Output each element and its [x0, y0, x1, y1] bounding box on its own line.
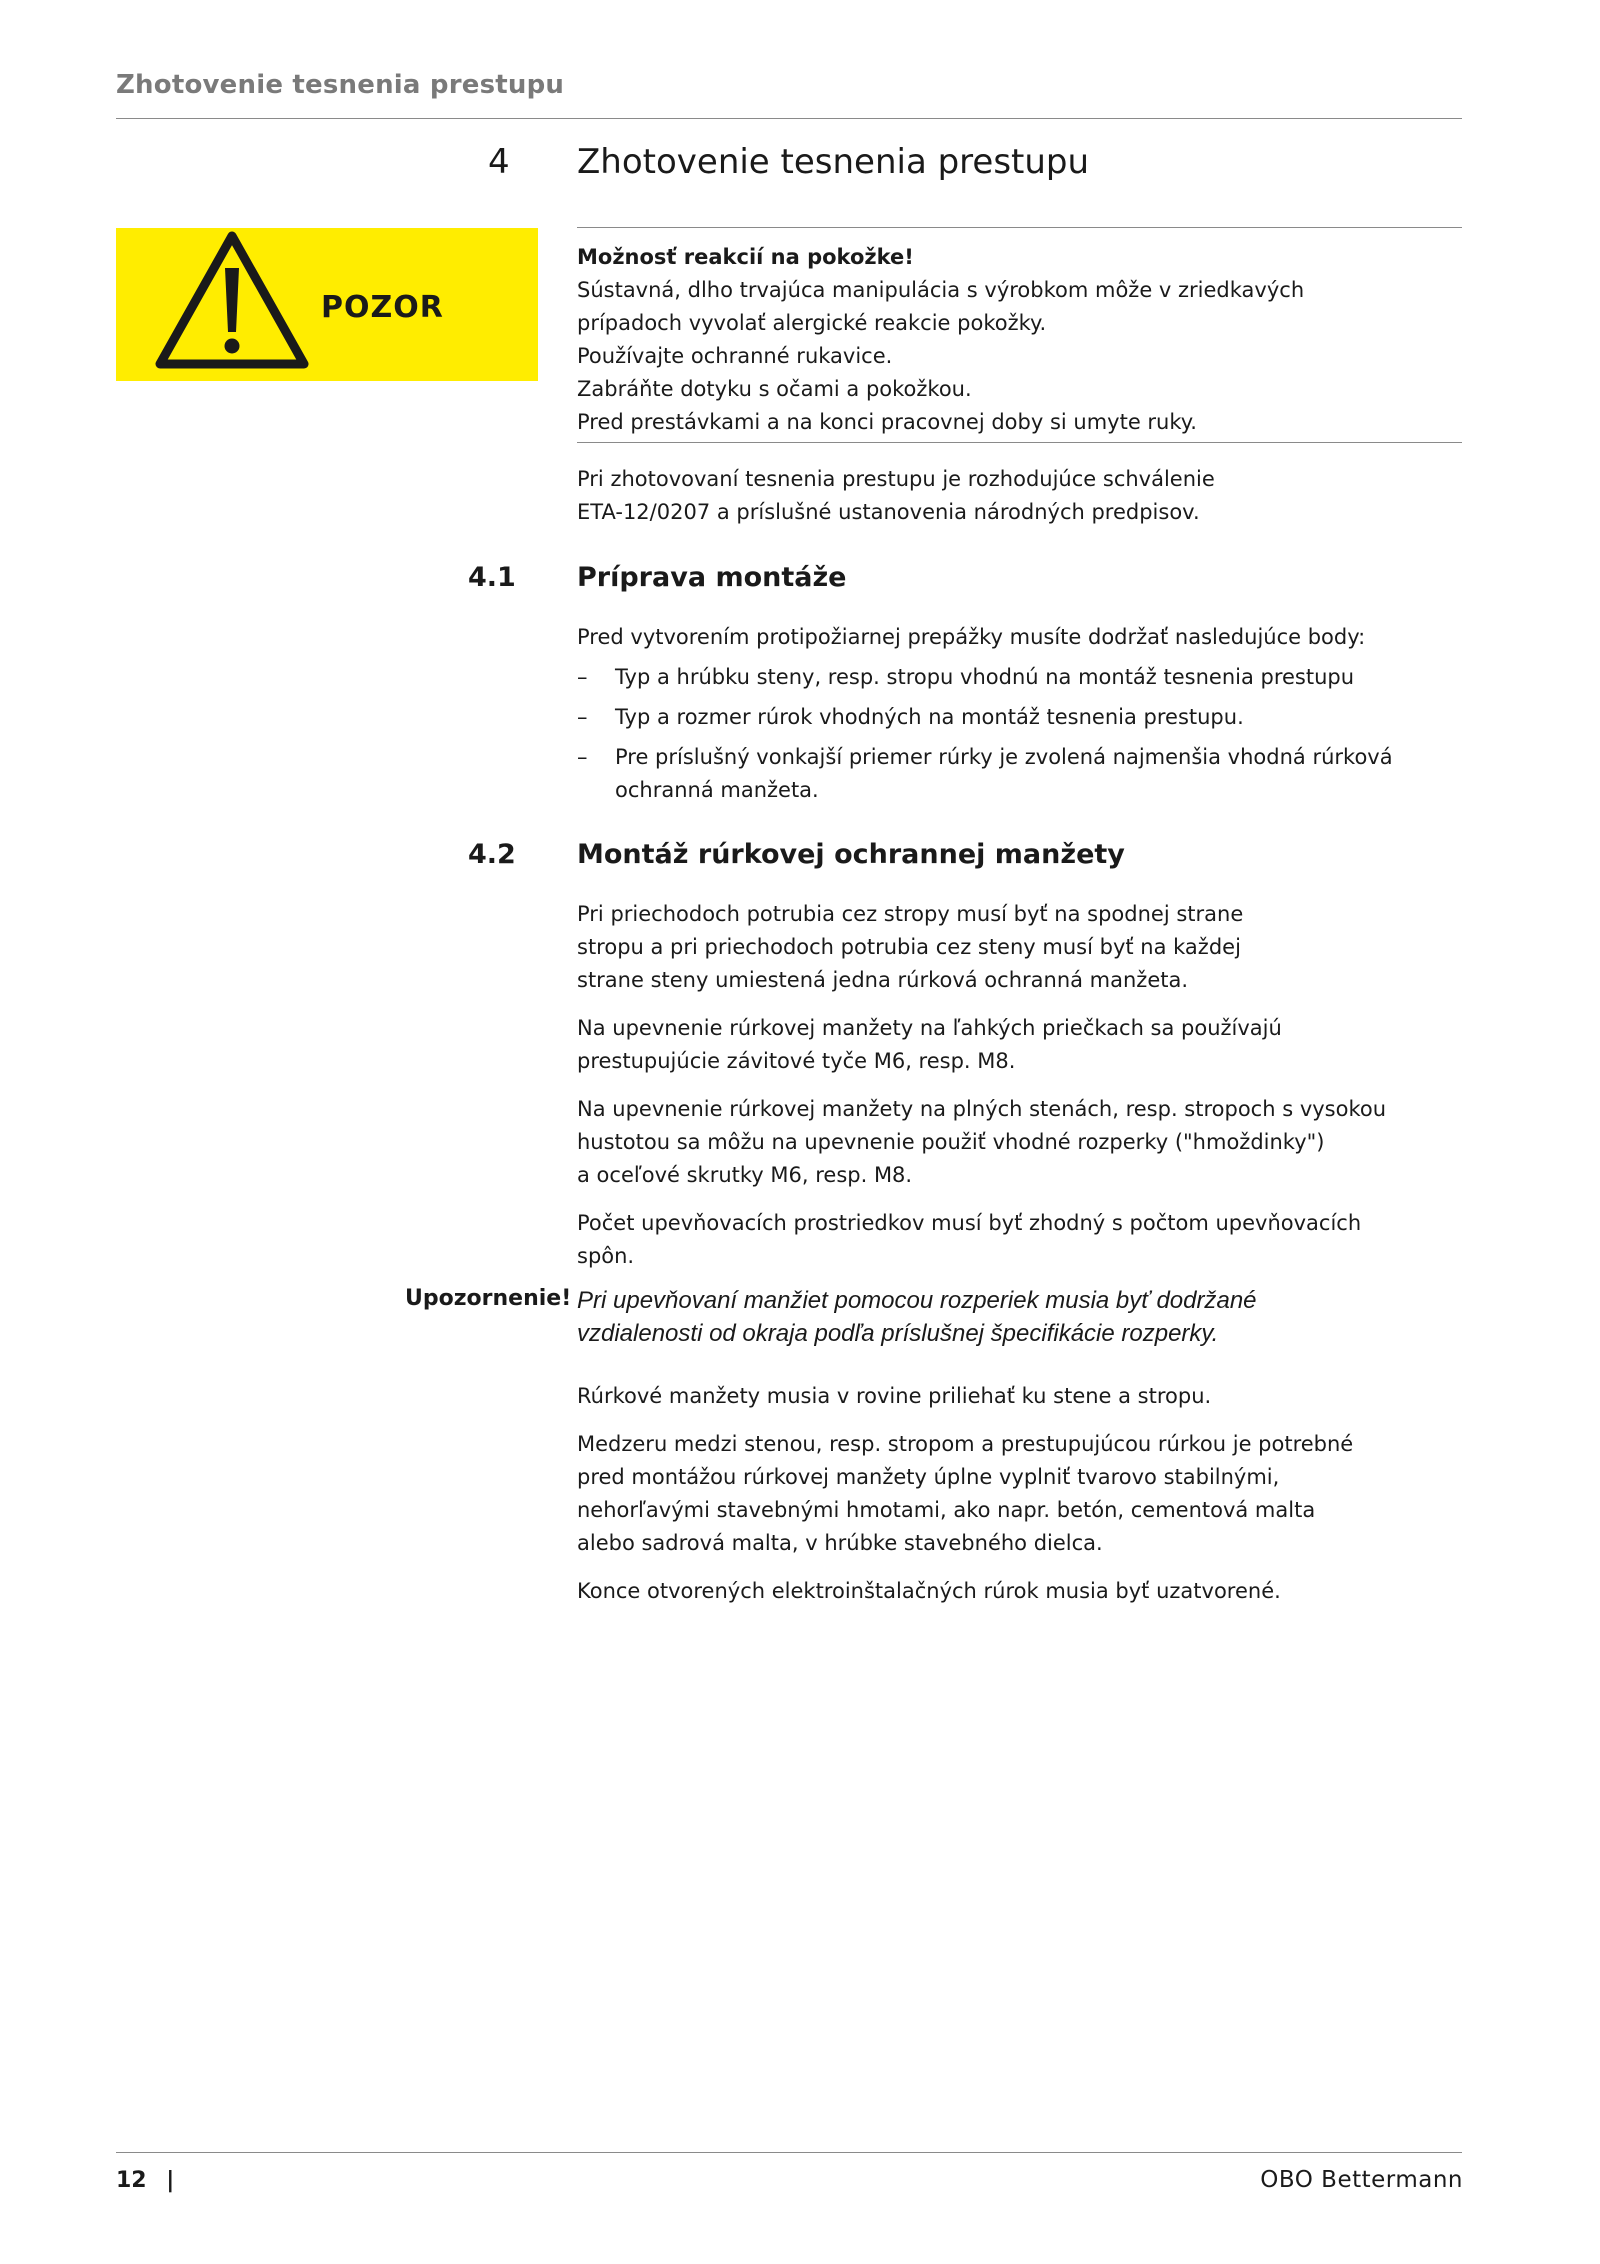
note-line: Pri upevňovaní manžiet pomocou rozperiek musia byť dodržané	[577, 1287, 1257, 1314]
paragraph-line: prestupujúcie závitové tyče M6, resp. M8.	[577, 1049, 1016, 1073]
paragraph-line: Rúrkové manžety musia v rovine priliehať ku stene a stropu.	[577, 1384, 1212, 1408]
dash-icon: –	[577, 745, 588, 769]
running-header: Zhotovenie tesnenia prestupu	[116, 70, 565, 100]
paragraph-line: hustotou sa môžu na upevnenie použiť vhodné rozperky ("hmoždinky")	[577, 1130, 1325, 1154]
note-line: vzdialenosti od okraja podľa príslušnej špecifikácie rozperky.	[577, 1320, 1219, 1347]
section-4-2-title: Montáž rúrkovej ochrannej manžety	[577, 839, 1125, 870]
intro-text	[577, 463, 1467, 529]
page-number: 12	[116, 2168, 147, 2193]
section-4-1-number: 4.1	[468, 562, 516, 593]
warning-line: Zabráňte dotyku s očami a pokožkou.	[577, 377, 972, 401]
warning-text	[577, 241, 1467, 439]
footer-rule	[116, 2152, 1462, 2153]
paragraph-line: nehorľavými stavebnými hmotami, ako napr. betón, cementová malta	[577, 1498, 1316, 1522]
list-item	[577, 661, 1467, 694]
warning-top-rule	[577, 227, 1462, 228]
section-4-1-title: Príprava montáže	[577, 562, 847, 593]
paragraph-line: pred montážou rúrkovej manžety úplne vyplniť tvarovo stabilnými,	[577, 1465, 1280, 1489]
warning-bottom-rule	[577, 442, 1462, 443]
section-4-1-body	[577, 621, 1467, 814]
dash-icon: –	[577, 705, 588, 729]
warning-line: Používajte ochranné rukavice.	[577, 344, 893, 368]
dash-icon: –	[577, 665, 588, 689]
note-text	[577, 1284, 1467, 1350]
note-label: Upozornenie!	[405, 1286, 572, 1311]
paragraph-line: strane steny umiestená jedna rúrková ochranná manžeta.	[577, 968, 1189, 992]
paragraph-line: Pri priechodoch potrubia cez stropy musí byť na spodnej strane	[577, 902, 1244, 926]
intro-line: Pri zhotovovaní tesnenia prestupu je rozhodujúce schválenie	[577, 467, 1215, 491]
section-4-2-number: 4.2	[468, 839, 516, 870]
list-item-text: Typ a hrúbku steny, resp. stropu vhodnú na montáž tesnenia prestupu	[615, 665, 1355, 689]
paragraph-line: Na upevnenie rúrkovej manžety na ľahkých priečkach sa používajú	[577, 1016, 1282, 1040]
chapter-title: Zhotovenie tesnenia prestupu	[577, 142, 1090, 182]
footer-page-number	[116, 2168, 174, 2193]
paragraph-line: stropu a pri priechodoch potrubia cez steny musí byť na každej	[577, 935, 1241, 959]
footer-separator: |	[166, 2168, 175, 2193]
warning-label: POZOR	[321, 290, 444, 325]
list-item-text: Typ a rozmer rúrok vhodných na montáž tesnenia prestupu.	[615, 705, 1244, 729]
list-item	[577, 741, 1435, 807]
section-4-2-after-note	[577, 1380, 1467, 1608]
warning-line: Sústavná, dlho trvajúca manipulácia s výrobkom môže v zriedkavých	[577, 278, 1305, 302]
warning-line: Pred prestávkami a na konci pracovnej doby si umyte ruky.	[577, 410, 1197, 434]
paragraph-line: Na upevnenie rúrkovej manžety na plných stenách, resp. stropoch s vysokou	[577, 1097, 1387, 1121]
section-4-2-body	[577, 898, 1467, 1273]
paragraph-line: Konce otvorených elektroinštalačných rúrok musia byť uzatvorené.	[577, 1579, 1281, 1603]
warning-line: prípadoch vyvolať alergické reakcie pokožky.	[577, 311, 1047, 335]
warning-heading: Možnosť reakcií na pokožke!	[577, 245, 914, 269]
bullet-list	[577, 661, 1467, 807]
warning-box	[116, 228, 538, 381]
intro-line: ETA-12/0207 a príslušné ustanovenia národných predpisov.	[577, 500, 1200, 524]
paragraph-line: alebo sadrová malta, v hrúbke stavebného dielca.	[577, 1531, 1103, 1555]
list-item	[577, 701, 1467, 734]
list-item-text: Pre príslušný vonkajší priemer rúrky je zvolená najmenšia vhodná rúrková ochranná manžeta.	[615, 745, 1393, 802]
paragraph-line: a oceľové skrutky M6, resp. M8.	[577, 1163, 913, 1187]
warning-triangle-icon	[152, 228, 312, 381]
chapter-number: 4	[488, 142, 510, 182]
paragraph-line: Počet upevňovacích prostriedkov musí byť zhodný s počtom upevňovacích	[577, 1211, 1362, 1235]
section-4-1-intro: Pred vytvorením protipožiarnej prepážky musíte dodržať nasledujúce body:	[577, 625, 1366, 649]
paragraph-line: spôn.	[577, 1244, 635, 1268]
footer-brand: OBO Bettermann	[1260, 2167, 1463, 2193]
header-rule	[116, 118, 1462, 119]
paragraph-line: Medzeru medzi stenou, resp. stropom a prestupujúcou rúrkou je potrebné	[577, 1432, 1354, 1456]
